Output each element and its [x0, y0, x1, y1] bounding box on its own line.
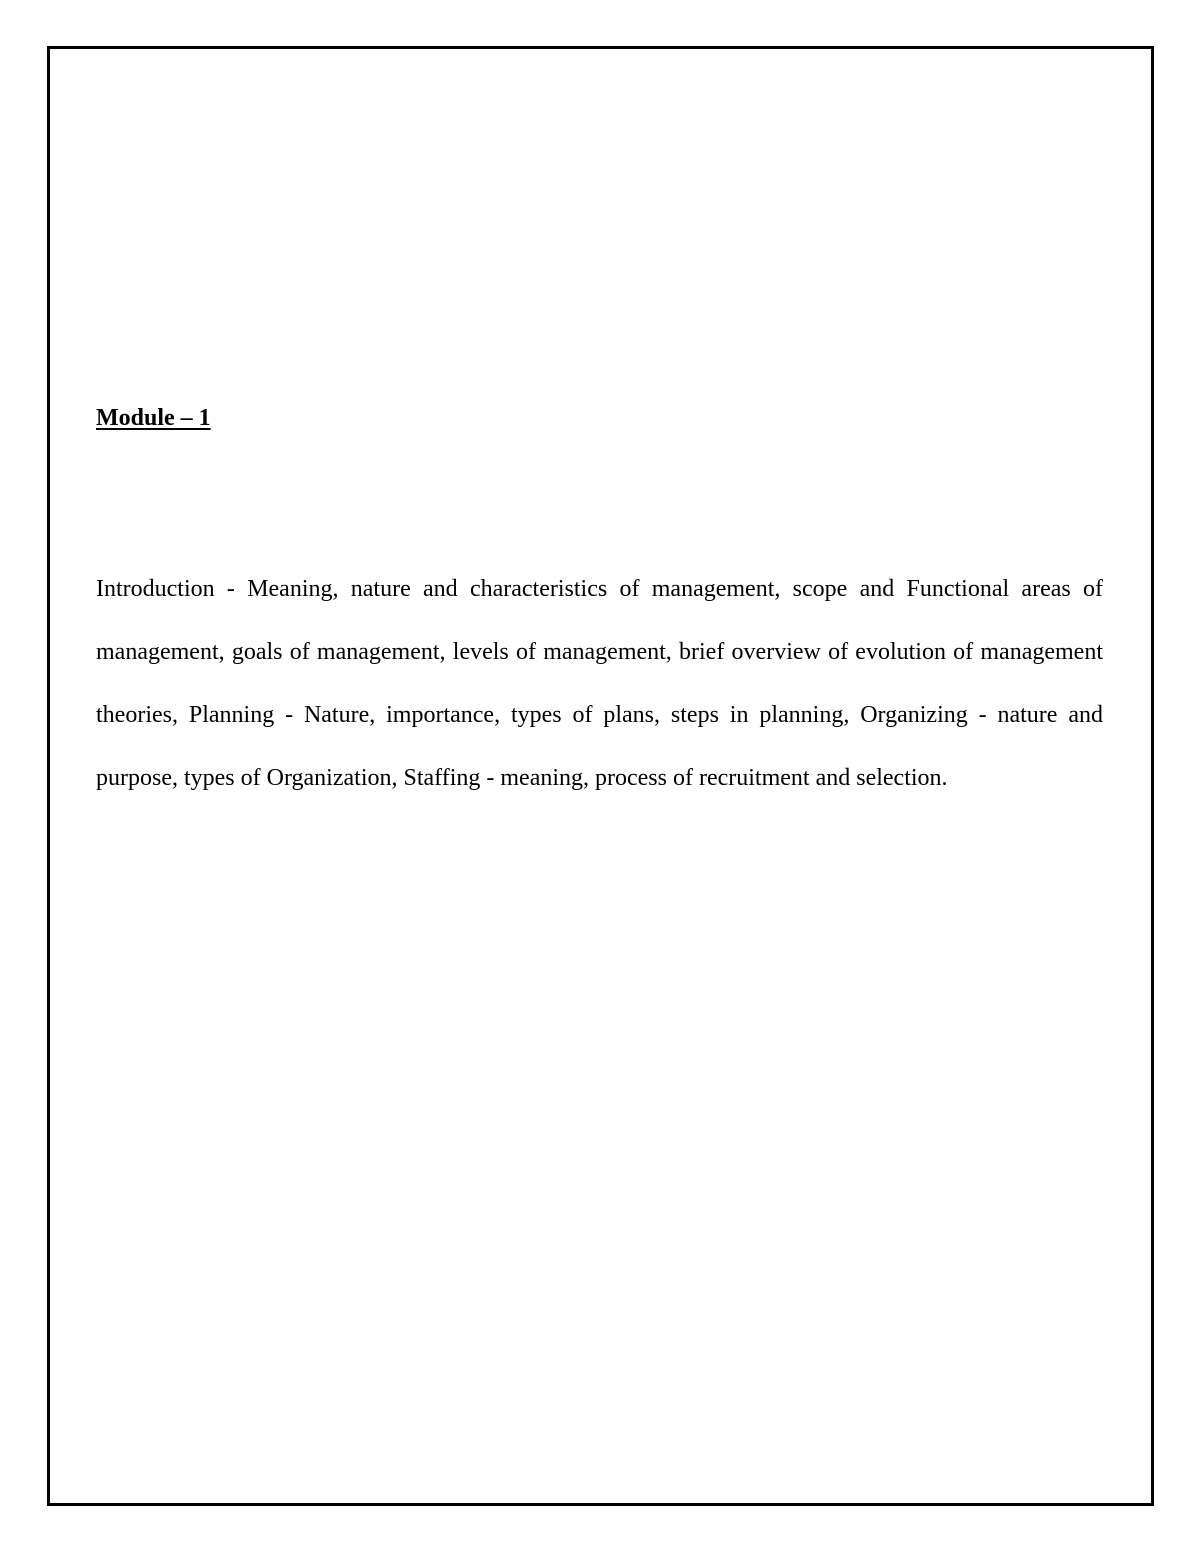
module-heading: Module – 1	[96, 405, 211, 431]
syllabus-paragraph: Introduction - Meaning, nature and characteristics of management, scope and Functional areas of management, goals of management, levels of management, brief overview of evolution of management theories, Planning - Nature, importance, types of plans, steps in planning, Organizing - nature and purpose, types of Organization, Staffing - meaning, process of recruitment and selection.	[96, 576, 1103, 791]
